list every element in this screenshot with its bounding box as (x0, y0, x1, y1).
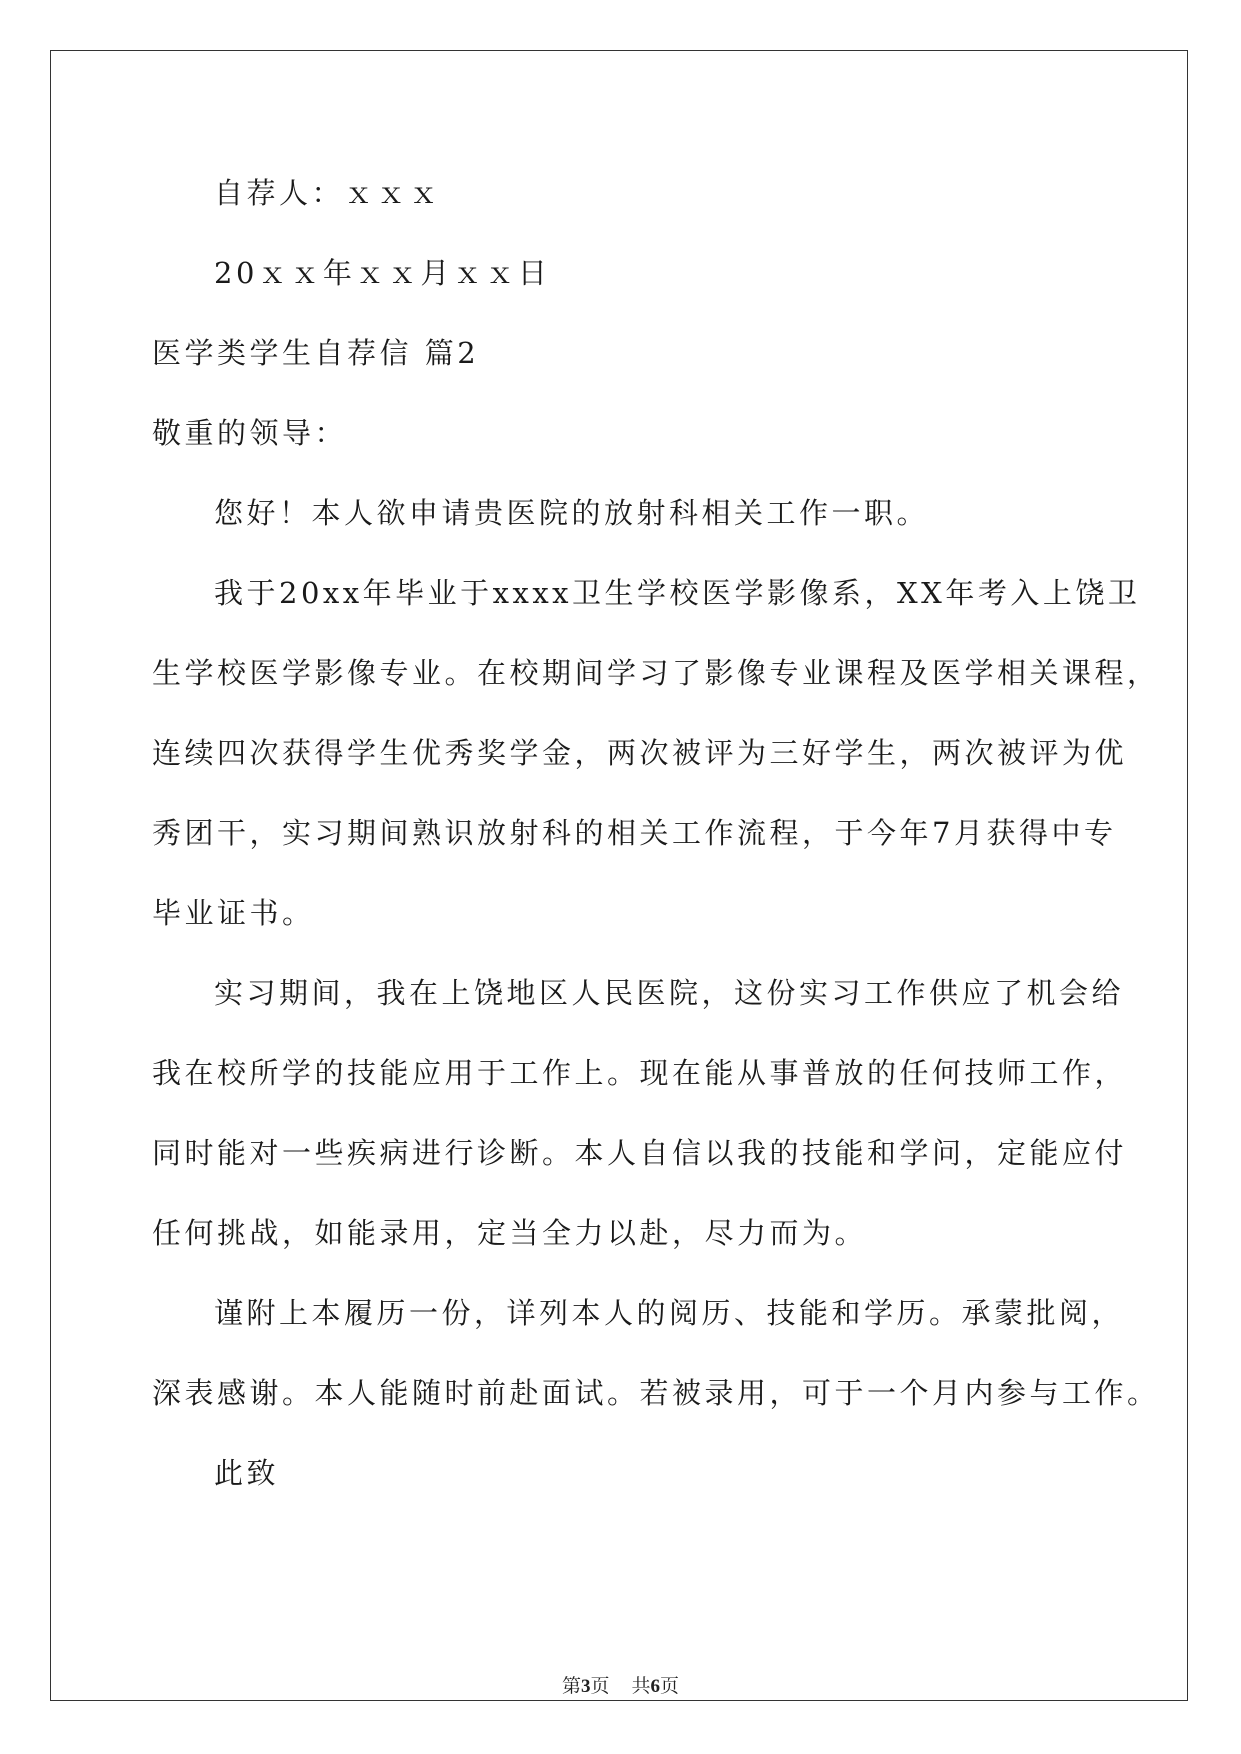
paragraph-3-line: 深表感谢。本人能随时前赴面试。若被录用，可于一个月内参与工作。 (152, 1376, 1160, 1410)
paragraph-2-line: 我在校所学的技能应用于工作上。现在能从事普放的任何技师工作， (152, 1056, 1128, 1090)
page-prefix: 第 (561, 1675, 581, 1697)
paragraph-2-line: 实习期间，我在上饶地区人民医院，这份实习工作供应了机会给 (214, 976, 1125, 1010)
page-footer (0, 1674, 1241, 1699)
page-suffix: 页 (590, 1675, 610, 1697)
paragraph-1-line: 我于20xx年毕业于xxxx卫生学校医学影像系，XX年考入上饶卫 (214, 576, 1141, 610)
paragraph-1-line: 生学校医学影像专业。在校期间学习了影像专业课程及医学相关课程， (152, 656, 1160, 690)
date-line: 20ｘｘ年ｘｘ月ｘｘ日 (214, 256, 551, 290)
paragraph-2-line: 同时能对一些疾病进行诊断。本人自信以我的技能和学问，定能应付 (152, 1136, 1128, 1170)
paragraph-1-line: 连续四次获得学生优秀奖学金，两次被评为三好学生，两次被评为优 (152, 736, 1128, 770)
paragraph-3-line: 谨附上本履历一份，详列本人的阅历、技能和学历。承蒙批阅， (214, 1296, 1125, 1330)
total-prefix: 共 (631, 1675, 651, 1697)
signature-line: 自荐人：ｘｘｘ (214, 176, 442, 210)
salutation: 敬重的领导： (152, 416, 348, 450)
page-total: 6 (650, 1676, 661, 1697)
paragraph-2-line: 任何挑战，如能录用，定当全力以赴，尽力而为。 (152, 1216, 868, 1250)
paragraph-1-line: 秀团干，实习期间熟识放射科的相关工作流程，于今年7月获得中专 (152, 816, 1117, 850)
page-current: 3 (580, 1676, 591, 1697)
paragraph-1-line: 毕业证书。 (152, 896, 315, 930)
section-title: 医学类学生自荐信 篇2 (152, 336, 480, 370)
greeting: 您好！本人欲申请贵医院的放射科相关工作一职。 (214, 496, 930, 530)
closing: 此致 (214, 1456, 280, 1490)
total-suffix: 页 (660, 1675, 680, 1697)
